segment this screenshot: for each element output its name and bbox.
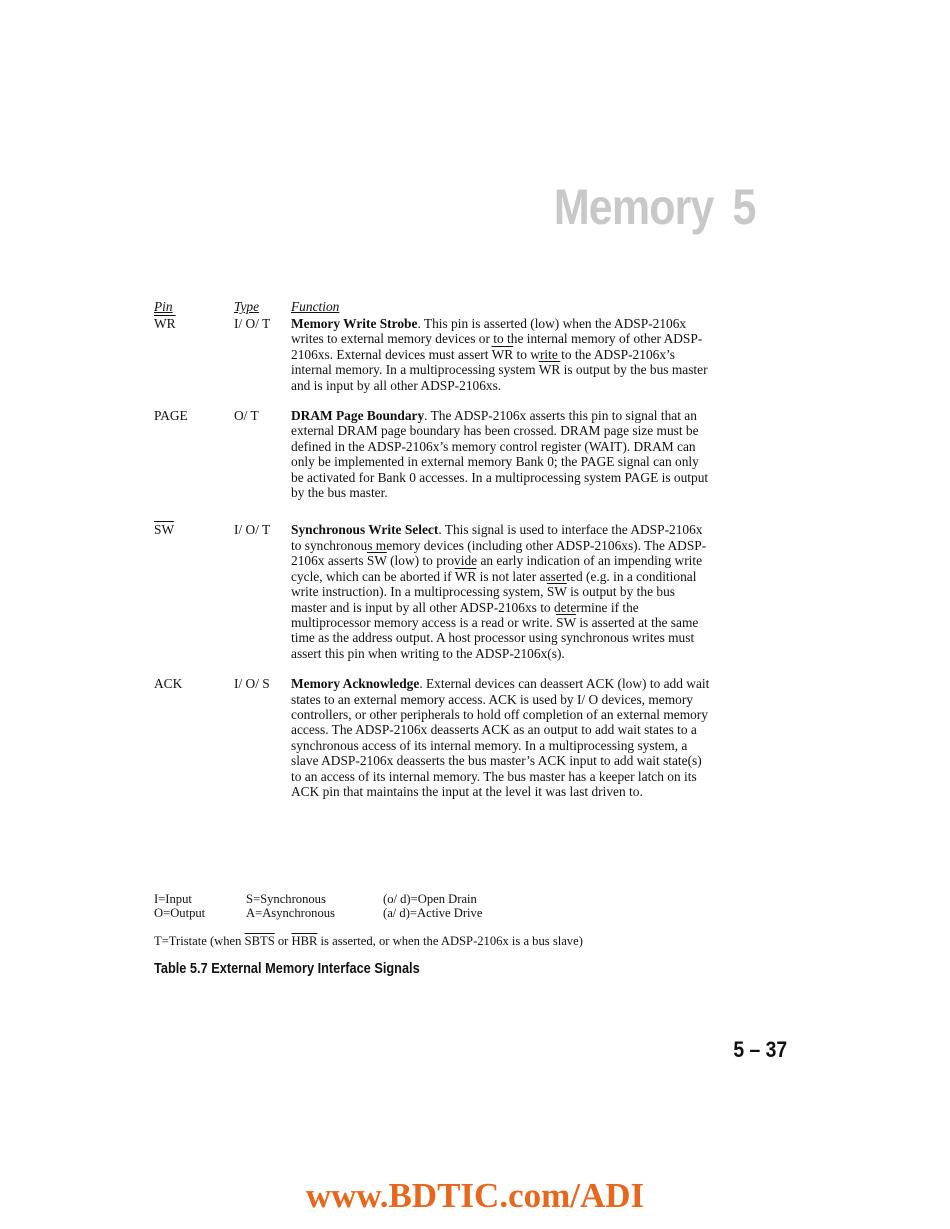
function-cell bbox=[291, 316, 714, 393]
pin-cell bbox=[154, 316, 234, 393]
signal-hbr: $\overline{HBR}$ bbox=[291, 934, 318, 948]
pin-cell bbox=[154, 522, 234, 661]
page-number: 5 – 37 bbox=[733, 1037, 787, 1062]
tristate-suffix: is asserted, or when the ADSP-2106x is a bus slave) bbox=[317, 934, 583, 948]
description-text: is asserted at the same time as the address output. A host processor using synchronous writes must assert this pin when writing to the ADSP-2106x(s). bbox=[291, 614, 699, 661]
legend-active-drive: (a/ d)=Active Drive bbox=[383, 906, 483, 920]
description-text: . This signal is used to interface the ADSP-2106x to synchronous memory devices (including other ADSP-2106xs). The ADSP-2106x asserts bbox=[291, 522, 707, 569]
type-cell: I/ O/ T bbox=[234, 522, 271, 538]
function-cell bbox=[291, 676, 714, 799]
signal-name: Synchronous Write Select bbox=[291, 522, 439, 538]
legend-input: I=Input bbox=[154, 892, 192, 906]
tristate-or: or bbox=[274, 934, 292, 948]
pin-cell: PAGE bbox=[154, 408, 188, 424]
signal-ref: $\overline{WR}$ bbox=[491, 346, 514, 362]
signal-ref: $\overline{SW}$ bbox=[366, 553, 387, 569]
pin-cell: ACK bbox=[154, 676, 183, 692]
description-text: is output by the bus master and is input by all other ADSP-2106xs to determine if the multiprocessor memory access is a read or write. bbox=[291, 584, 675, 630]
pin-name: $\overline{SW}$ bbox=[154, 522, 175, 538]
legend bbox=[154, 892, 482, 920]
chapter-heading bbox=[554, 178, 756, 236]
tristate-prefix: T=Tristate (when bbox=[154, 934, 245, 948]
description-text: to write to the ADSP-2106x’s internal memory. In a multiprocessing system bbox=[291, 346, 675, 378]
footer-watermark[interactable]: www.BDTIC.com/ADI bbox=[305, 1176, 645, 1215]
signal-name: Memory Write Strobe bbox=[291, 316, 418, 331]
signal-table bbox=[154, 299, 714, 799]
function-cell bbox=[291, 408, 714, 500]
description-text: is not later asserted (e.g. in a conditional write instruction). In a multiprocessing system, bbox=[291, 568, 697, 600]
table-row bbox=[154, 676, 714, 799]
table-row bbox=[154, 522, 714, 661]
legend-synchronous: S=Synchronous bbox=[246, 892, 326, 906]
signal-ref: $\overline{WR}$ bbox=[454, 568, 477, 584]
description-text: . External devices can deassert ACK (low) to add wait states to an external memory access. ACK is used by I/ O devices, memory controllers, or other peripherals to hold off completion of an external memory access. The ADSP-2106x deasserts ACK as an output to add wait states to a synchronous access of its internal memory. In a multiprocessing system, a slave ADSP-2106x deasserts the bus master’s ACK input to add wait state(s) to an access of its internal memory. The bus master has a keeper latch on its ACK pin that maintains the input at the level it was last driven to. bbox=[291, 676, 710, 799]
description-text: . This pin is asserted (low) when the ADSP-2106x writes to external memory devices or to the internal memory of other ADSP-2106xs. External devices must assert bbox=[291, 316, 703, 362]
legend-tristate bbox=[154, 934, 583, 948]
signal-name: Memory Acknowledge bbox=[291, 676, 420, 692]
table-row bbox=[154, 408, 714, 500]
table-row bbox=[154, 316, 714, 393]
chapter-title: Memory bbox=[554, 179, 715, 235]
signal-sbts: SBTS bbox=[244, 934, 275, 948]
description-text: (low) to provide an early indication of an impending write cycle, which can be aborted if bbox=[291, 553, 703, 584]
description-text: is output by the bus master and is input by all other ADSP-2106xs. bbox=[291, 362, 708, 393]
pin-name: $\overline{WR}$ bbox=[154, 316, 176, 331]
function-cell bbox=[291, 522, 714, 661]
type-cell: I/ O/ T bbox=[234, 316, 271, 331]
signal-ref: $\overline{SW}$ bbox=[546, 584, 567, 600]
header-function: Function bbox=[291, 299, 340, 314]
type-cell: I/ O/ S bbox=[234, 676, 270, 692]
chapter-number: 5 bbox=[732, 179, 756, 235]
header-type: Type bbox=[234, 299, 260, 314]
table-body bbox=[154, 316, 714, 799]
legend-open-drain: (o/ d)=Open Drain bbox=[383, 892, 477, 906]
signal-name: DRAM Page Boundary bbox=[291, 408, 425, 424]
signal-ref: $\overline{SW}$ bbox=[556, 614, 576, 630]
legend-output: O=Output bbox=[154, 906, 206, 920]
signal-ref: $\overline{WR}$ bbox=[538, 362, 561, 378]
table-header bbox=[154, 299, 714, 316]
table-caption: Table 5.7 External Memory Interface Signals bbox=[154, 961, 420, 977]
header-pin: Pin bbox=[154, 299, 173, 314]
description-text: . The ADSP-2106x asserts this pin to signal that an external DRAM page boundary has been crossed. DRAM page size must be defined in the ADSP-2106x’s memory control register (WAIT). DRAM can only be implemented in external memory Bank 0; the PAGE signal can only be activated for Bank 0 accesses. In a multiprocessing system PAGE is output by the bus master. bbox=[291, 408, 709, 501]
type-cell: O/ T bbox=[234, 408, 259, 424]
legend-asynchronous: A=Asynchronous bbox=[246, 906, 335, 920]
